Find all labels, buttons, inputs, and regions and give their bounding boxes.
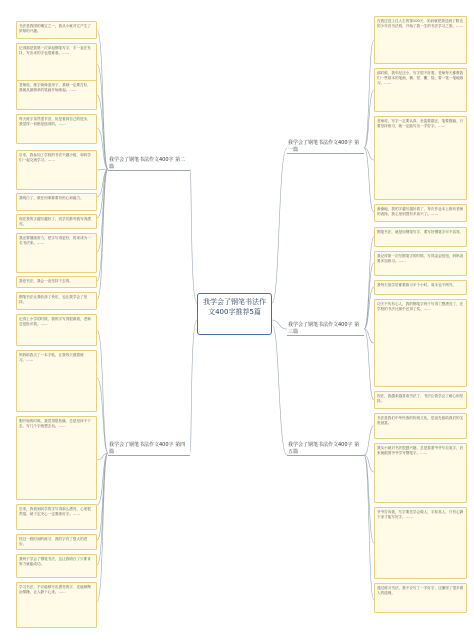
root-topic[interactable]: 我学会了钢笔书法作文400字推荐5篇 <box>197 293 272 335</box>
leaf-note[interactable]: 渐渐地，我的字越写越好看了，每次作业本上都有老师的表扬，我心里别提有多高兴了。…… <box>374 204 467 222</box>
link-b3-leaf <box>364 237 374 329</box>
leaf-note[interactable]: 妈妈给我买了一本字帖，让我每天照着练习。…… <box>16 350 97 412</box>
link-root-branch-2 <box>190 169 197 303</box>
leaf-note[interactable]: 经过一段时间的练习，我的字有了很大的进步。 <box>16 534 97 550</box>
leaf-note[interactable]: 书法是我国的瑰宝之一，我从小就对它产生了浓厚的兴趣。 <box>16 21 97 39</box>
link-root-branch-1 <box>272 148 287 303</box>
leaf-note[interactable]: 钢笔书法让我收获了快乐，也让我学会了坚持。 <box>16 292 97 310</box>
leaf-note[interactable]: 学习书法，不仅能够写出漂亮的字，还能够陶冶情操，让人静下心来。…… <box>16 582 97 628</box>
link-b4-leaf <box>97 330 108 453</box>
leaf-note[interactable]: 每天练字虽然很辛苦，但是看到自己的进步，我觉得一切都是值得的。…… <box>16 114 97 144</box>
link-b3-leaf <box>364 263 374 329</box>
leaf-note[interactable]: 通过练习书法，我不仅写了一手好字，还懂得了很多做人的道理。 <box>374 583 467 613</box>
link-b2-leaf <box>97 30 108 169</box>
leaf-note[interactable]: 后来，我看到同学的字写得那么漂亮，心里很羡慕，就下定决心一定要练好字。…… <box>16 504 97 530</box>
link-root-branch-3 <box>272 320 287 329</box>
leaf-note[interactable]: 现在我的字越写越好了，同学们都夸我写得漂亮。 <box>16 214 97 229</box>
branch-topic-3[interactable]: 我学会了钢笔书法作文400字 第三篇 <box>287 321 364 336</box>
link-b5-leaf <box>364 455 374 600</box>
link-b2-leaf <box>97 169 108 218</box>
leaf-note[interactable]: 老师说，练字就像盖房子，基础一定要打好，我就从最简单的笔画开始练起。…… <box>16 80 97 110</box>
link-b3-leaf <box>364 329 374 400</box>
link-b4-leaf <box>97 453 108 565</box>
branch-topic-4[interactable]: 我学会了钢笔书法作文400字 第四篇 <box>108 441 190 456</box>
link-b2-leaf <box>97 64 108 169</box>
leaf-note[interactable]: 功夫不负有心人，我的钢笔字终于写得工整漂亮了，在学校的书法比赛中还得了奖。…… <box>374 299 467 387</box>
link-root-branch-5 <box>272 325 287 455</box>
leaf-note[interactable]: 我明白了，做任何事都要有恒心和毅力。 <box>16 193 97 211</box>
leaf-note[interactable]: 我爱书法，我会一直坚持下去的。 <box>16 276 97 288</box>
link-root-branch-4 <box>190 320 197 453</box>
leaf-note[interactable]: 钢笔书法，就是用钢笔写字，要写好钢笔字可不容易。 <box>374 227 467 247</box>
leaf-note[interactable]: 刚开始的时候，我觉得很枯燥，总是坚持不下去，写几个字就想去玩。…… <box>16 416 97 500</box>
branch-topic-1[interactable]: 我学会了钢笔书法作文400字 第一篇 <box>287 139 364 154</box>
leaf-note[interactable]: 现在，我越来越喜欢书法了，书法让我学会了耐心和坚持。 <box>374 391 467 409</box>
leaf-note[interactable]: 我每天放学后都要练习半个小时，周末也不例外。 <box>374 280 467 295</box>
leaf-note[interactable]: 那时候，我年纪还小，写字很不好看，老师每天都教我们一些基本的笔画，横、竖、撇、捺，要一笔一笔地练习。…… <box>374 68 467 112</box>
leaf-note[interactable]: 书法是我们中华民族的传统文化，是祖先留给我们的宝贵财富。 <box>374 413 467 439</box>
link-b1-leaf <box>364 148 374 212</box>
leaf-note[interactable]: 记得那是我第一次拿起钢笔写字，手一直在发抖，写出来的字也很难看。…… <box>16 43 97 85</box>
leaf-note[interactable]: 老师说，写字一定要认真，坐姿要端正，笔要握稳，只要坚持练习，就一定能写出一手好字。…… <box>374 116 467 200</box>
leaf-note[interactable]: 记得上小学的时候，我的字写得很难看，老师总是批评我。…… <box>16 314 97 346</box>
leaf-note[interactable]: 我终于学会了钢笔书法，这让我明白了只要肯努力就能成功。 <box>16 554 97 578</box>
branch-topic-2[interactable]: 我学会了钢笔书法作文400字 第二篇 <box>108 156 190 171</box>
leaf-note[interactable]: 在我还没上过人生的第100天，奶奶就把我送到了附近的少年宫书法班，开始了我一生的书法学习之旅。…… <box>374 16 467 64</box>
leaf-note[interactable]: 后来，我参加了学校的书法兴趣小组，和同学们一起交流学习。…… <box>16 150 97 190</box>
link-b1-leaf <box>364 40 374 148</box>
link-b4-leaf <box>97 453 108 540</box>
leaf-note[interactable]: 我记得第一次写钢笔字的时候，写得歪歪扭扭，妈妈说要多加练习。…… <box>374 251 467 276</box>
leaf-note[interactable]: 我从小就对书法很感兴趣，总是看着爷爷写毛笔字，后来就跟着爷爷学写钢笔字。…… <box>374 443 467 503</box>
link-b4-leaf <box>97 453 108 602</box>
link-b5-leaf <box>364 426 374 455</box>
leaf-note[interactable]: 爷爷告诉我，写字要先学会做人，字如其人，只有心静下来才能写好字。…… <box>374 507 467 579</box>
leaf-note[interactable]: 我还要继续努力，把字写得更好，将来成为一名书法家。…… <box>16 233 97 273</box>
branch-topic-5[interactable]: 我学会了钢笔书法作文400字 第五篇 <box>287 441 364 456</box>
